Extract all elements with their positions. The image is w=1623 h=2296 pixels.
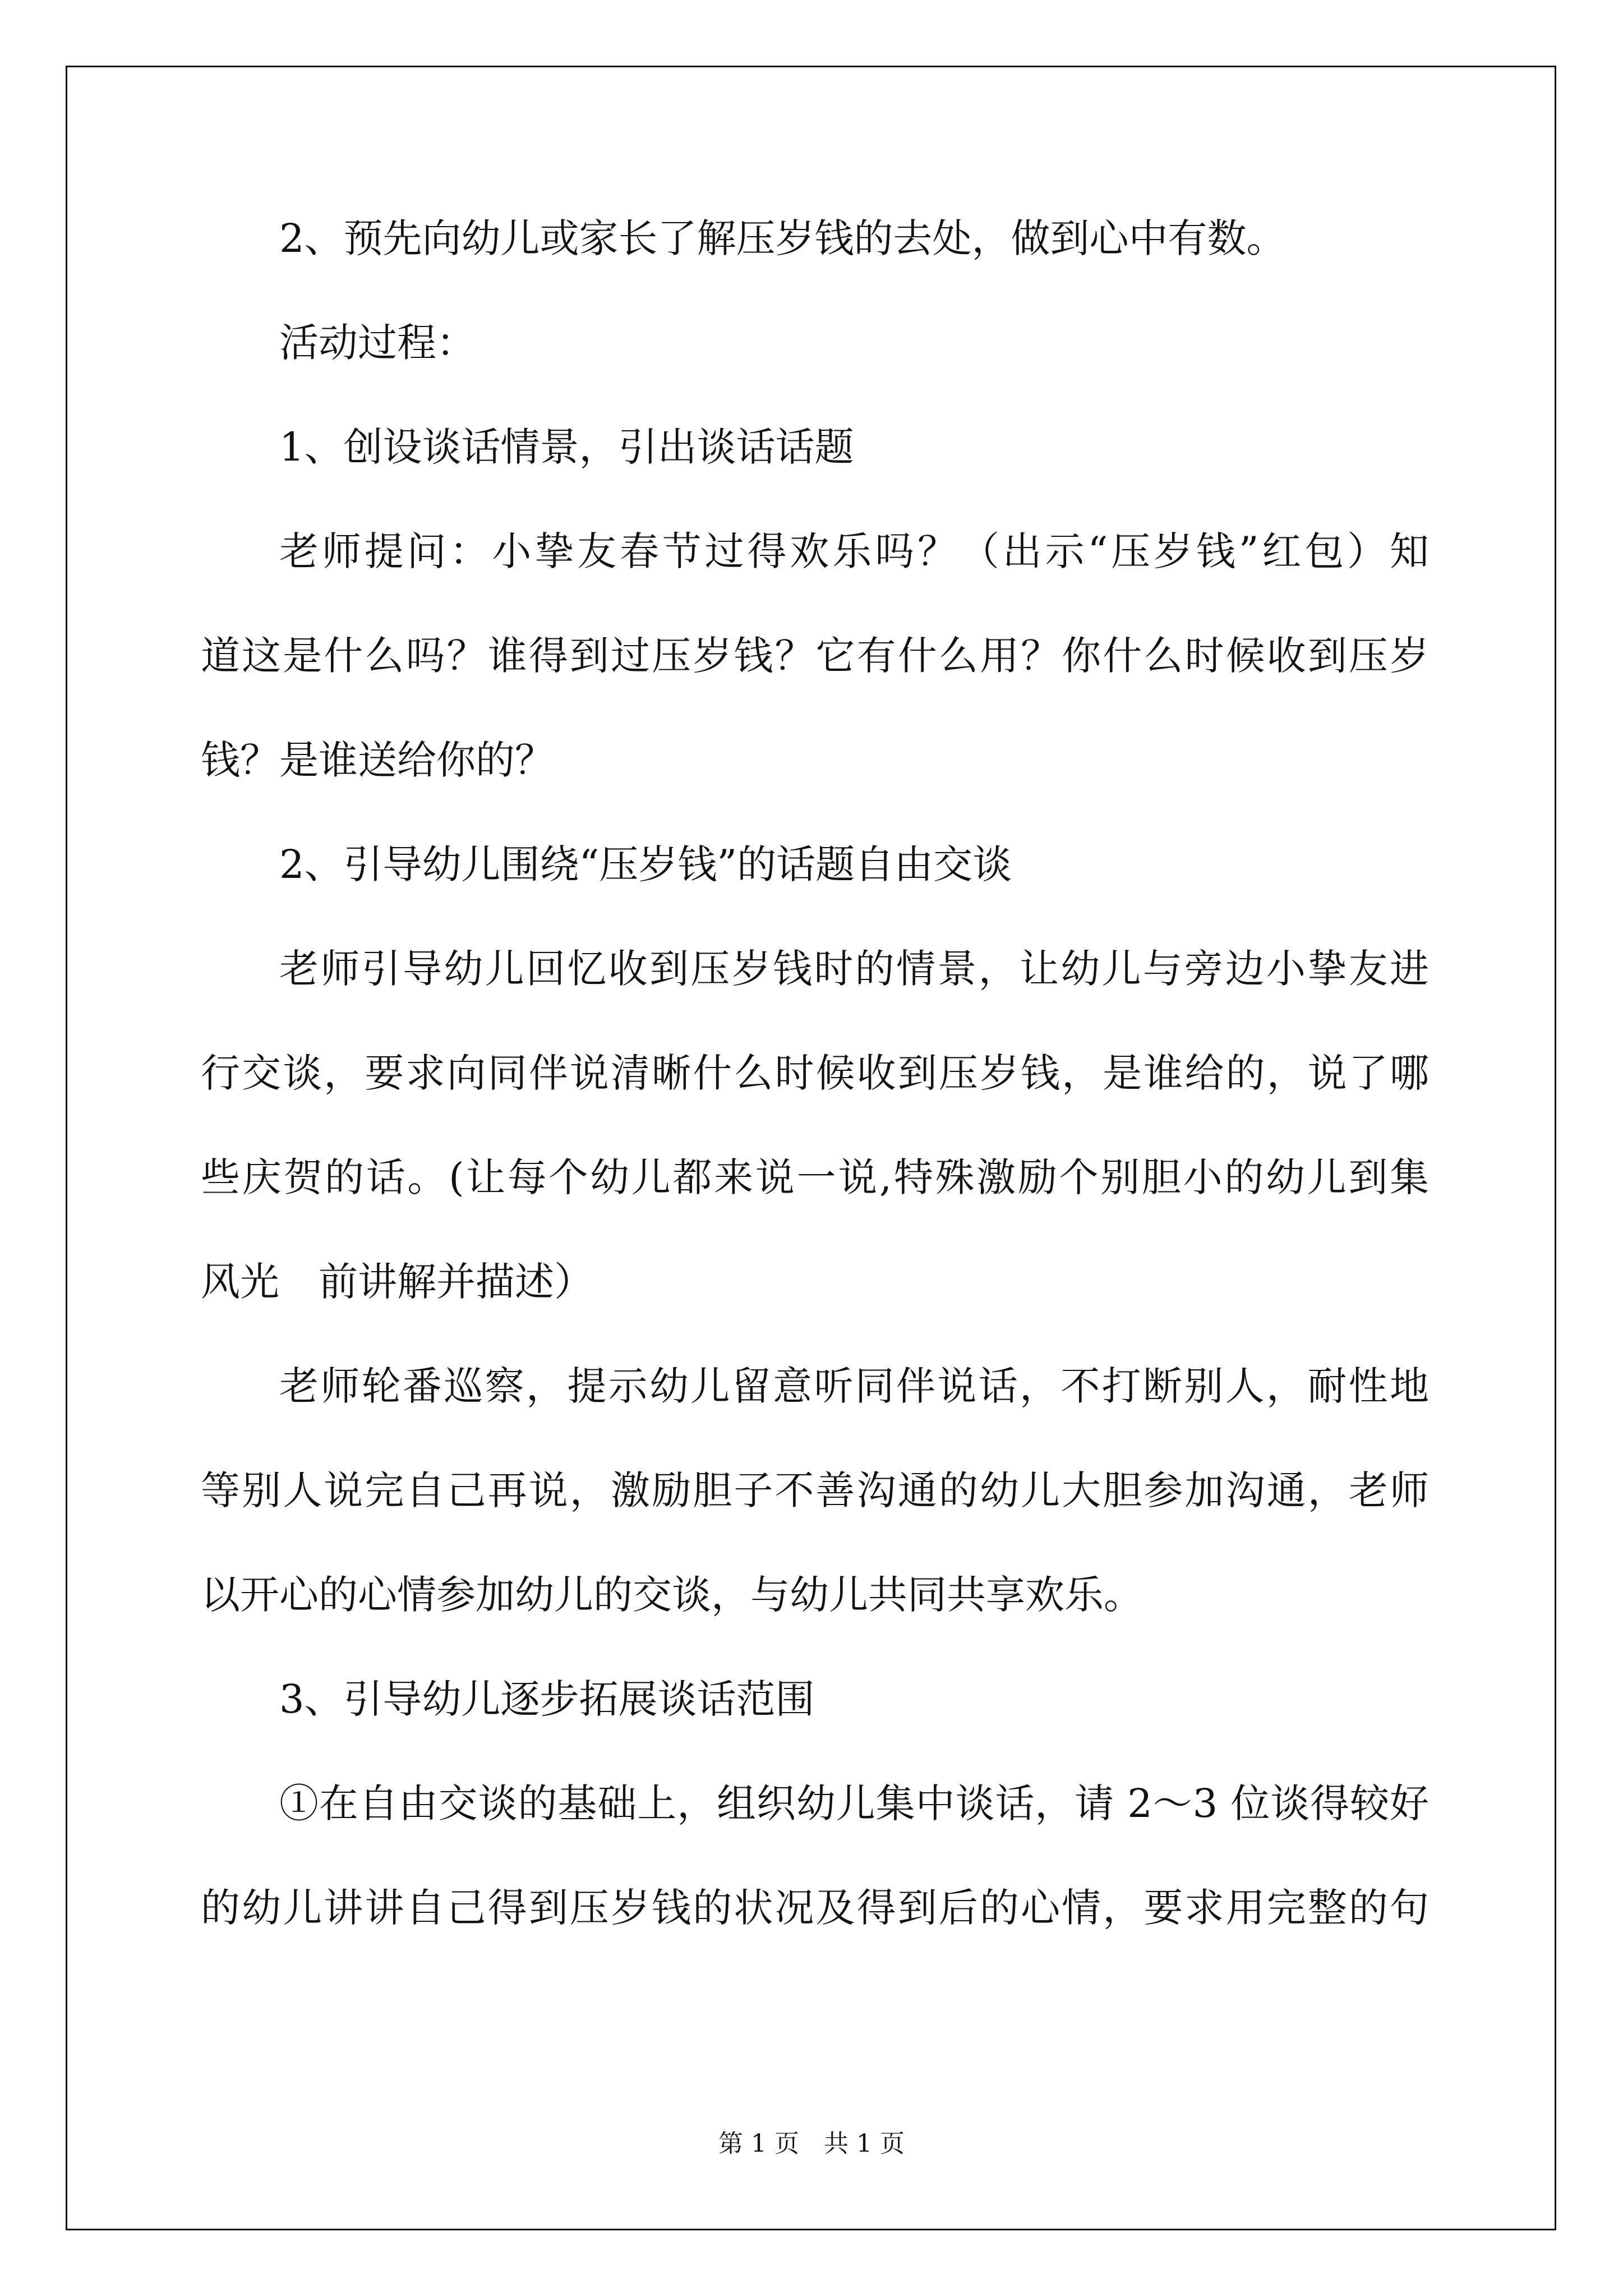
paragraph-line: 老师轮番巡察，提示幼儿留意听同伴说话，不打断别人，耐性地 [279,1363,1429,1409]
step-heading: 3、引导幼儿逐步拓展谈话范围 [279,1676,815,1722]
paragraph-line: 风光 前讲解并描述） [201,1259,593,1305]
paragraph-line: 老师提问：小挚友春节过得欢乐吗？（出示“压岁钱”红包）知 [279,528,1429,574]
paragraph-line: 的幼儿讲讲自己得到压岁钱的状况及得到后的心情，要求用完整的句 [201,1885,1429,1931]
step-heading: 2、引导幼儿围绕“压岁钱”的话题自由交谈 [279,841,1012,887]
paragraph-line: 行交谈，要求向同伴说清晰什么时候收到压岁钱，是谁给的，说了哪 [201,1050,1429,1096]
section-heading: 活动过程： [279,320,476,366]
page-number-footer: 第 1 页 共 1 页 [718,2129,905,2158]
document-body [201,210,1429,1984]
paragraph-line: 钱？是谁送给你的？ [201,737,554,783]
paragraph-line: ①在自由交谈的基础上，组织幼儿集中谈话，请 2～3 位谈得较好 [279,1780,1429,1826]
paragraph-line: 2、预先向幼儿或家长了解压岁钱的去处，做到心中有数。 [279,215,1286,261]
paragraph-line: 以开心的心情参加幼儿的交谈，与幼儿共同共享欢乐。 [201,1572,1143,1618]
paragraph-line: 些庆贺的话。(让每个幼儿都来说一说,特殊激励个别胆小的幼儿到集 [201,1154,1429,1200]
paragraph-line: 等别人说完自己再说，激励胆子不善沟通的幼儿大胆参加沟通，老师 [201,1467,1429,1513]
step-heading: 1、创设谈话情景，引出谈话话题 [279,424,854,470]
paragraph-line: 道这是什么吗？谁得到过压岁钱？它有什么用？你什么时候收到压岁 [201,633,1429,679]
paragraph-line: 老师引导幼儿回忆收到压岁钱时的情景，让幼儿与旁边小挚友进 [279,946,1429,992]
